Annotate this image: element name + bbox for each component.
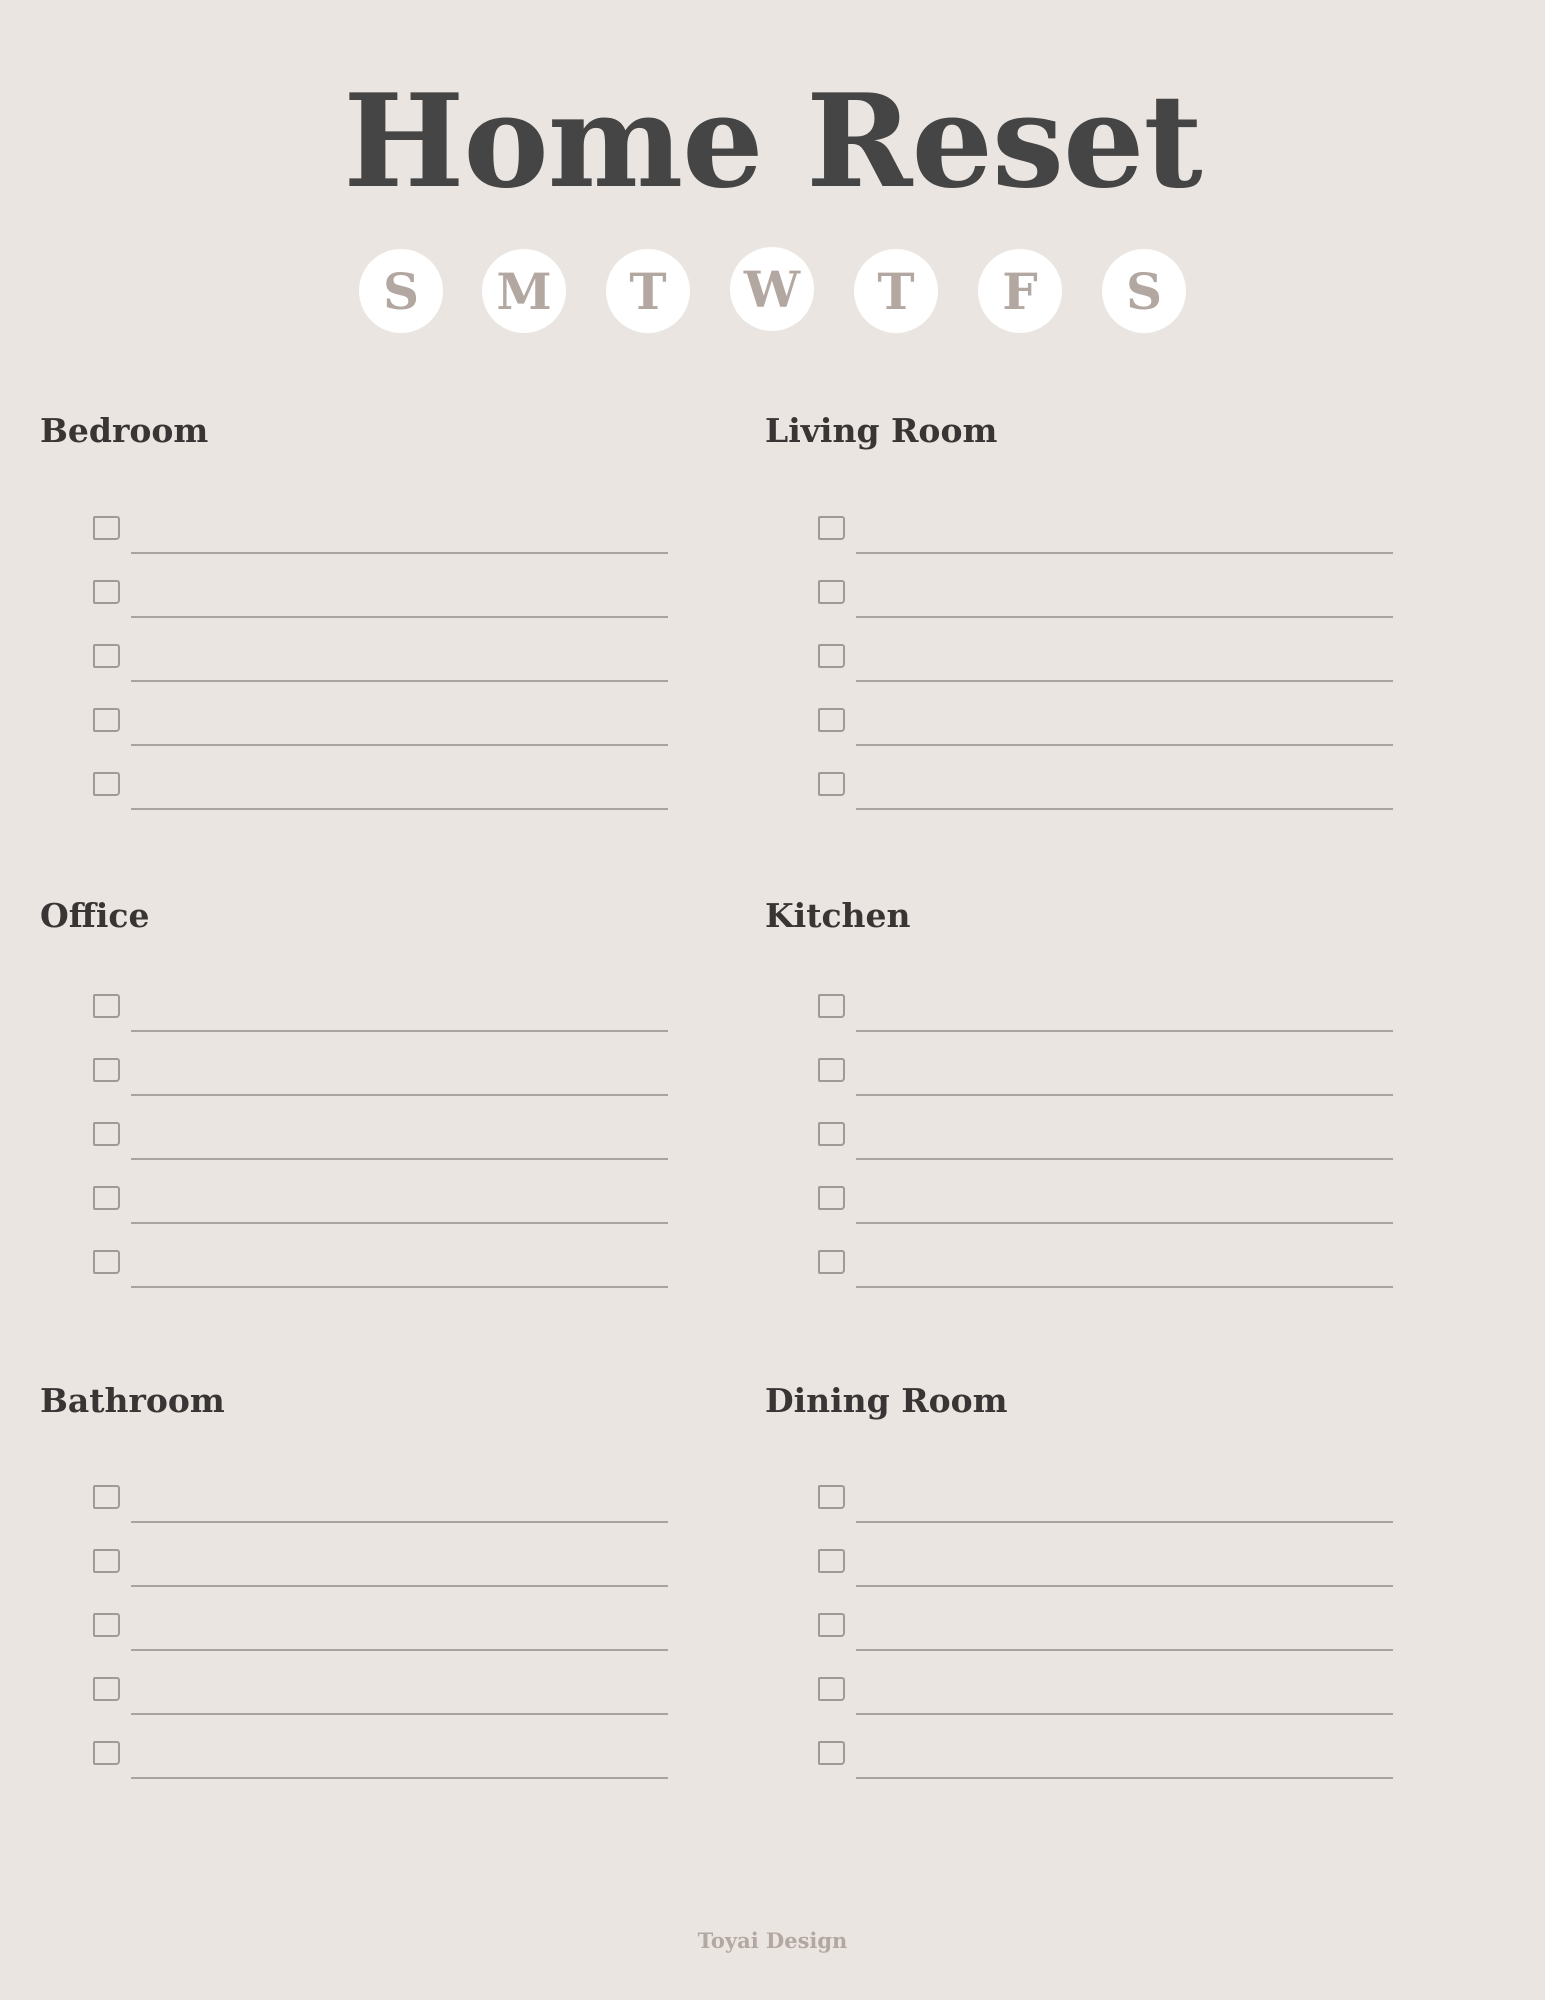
day-circle-wednesday[interactable]: W bbox=[730, 247, 814, 331]
task-row bbox=[815, 510, 1435, 560]
weekday-tracker bbox=[359, 249, 1185, 335]
writing-line[interactable] bbox=[131, 1222, 668, 1224]
writing-line[interactable] bbox=[131, 1649, 668, 1651]
checkbox-icon[interactable] bbox=[818, 1549, 845, 1573]
day-circle-sunday[interactable]: S bbox=[359, 249, 443, 333]
task-row bbox=[815, 1543, 1435, 1593]
section-title: Dining Room bbox=[765, 1381, 1008, 1420]
checkbox-icon[interactable] bbox=[818, 1485, 845, 1509]
checkbox-icon[interactable] bbox=[93, 1549, 120, 1573]
checkbox-icon[interactable] bbox=[818, 1250, 845, 1274]
task-row bbox=[815, 1479, 1435, 1529]
checkbox-icon[interactable] bbox=[818, 516, 845, 540]
task-row bbox=[815, 1607, 1435, 1657]
writing-line[interactable] bbox=[856, 1030, 1393, 1032]
task-row bbox=[90, 638, 710, 688]
checkbox-icon[interactable] bbox=[818, 1122, 845, 1146]
checkbox-icon[interactable] bbox=[818, 644, 845, 668]
task-row bbox=[90, 510, 710, 560]
task-row bbox=[90, 988, 710, 1038]
checkbox-icon[interactable] bbox=[93, 1250, 120, 1274]
task-row bbox=[90, 1052, 710, 1102]
writing-line[interactable] bbox=[131, 1777, 668, 1779]
writing-line[interactable] bbox=[856, 1094, 1393, 1096]
checkbox-icon[interactable] bbox=[93, 1186, 120, 1210]
writing-line[interactable] bbox=[856, 1521, 1393, 1523]
section-title: Kitchen bbox=[765, 896, 911, 935]
checkbox-icon[interactable] bbox=[818, 772, 845, 796]
checkbox-icon[interactable] bbox=[93, 772, 120, 796]
task-row bbox=[815, 1244, 1435, 1294]
writing-line[interactable] bbox=[856, 808, 1393, 810]
checkbox-icon[interactable] bbox=[93, 1058, 120, 1082]
task-row bbox=[815, 1735, 1435, 1785]
checkbox-icon[interactable] bbox=[93, 644, 120, 668]
checkbox-icon[interactable] bbox=[818, 994, 845, 1018]
writing-line[interactable] bbox=[131, 1713, 668, 1715]
day-circle-friday[interactable]: F bbox=[978, 249, 1062, 333]
writing-line[interactable] bbox=[131, 616, 668, 618]
writing-line[interactable] bbox=[131, 1521, 668, 1523]
section-title: Living Room bbox=[765, 411, 998, 450]
task-row bbox=[815, 1116, 1435, 1166]
checkbox-icon[interactable] bbox=[93, 994, 120, 1018]
task-row bbox=[90, 766, 710, 816]
checkbox-icon[interactable] bbox=[818, 1613, 845, 1637]
task-row bbox=[815, 766, 1435, 816]
task-row bbox=[815, 1052, 1435, 1102]
task-row bbox=[815, 1180, 1435, 1230]
checkbox-icon[interactable] bbox=[93, 1485, 120, 1509]
section-title: Office bbox=[40, 896, 150, 935]
task-row bbox=[815, 988, 1435, 1038]
section-title: Bathroom bbox=[40, 1381, 225, 1420]
checkbox-icon[interactable] bbox=[818, 1741, 845, 1765]
writing-line[interactable] bbox=[856, 1585, 1393, 1587]
checkbox-icon[interactable] bbox=[93, 1122, 120, 1146]
task-row bbox=[90, 1180, 710, 1230]
writing-line[interactable] bbox=[856, 680, 1393, 682]
writing-line[interactable] bbox=[131, 1286, 668, 1288]
writing-line[interactable] bbox=[856, 616, 1393, 618]
section-title: Bedroom bbox=[40, 411, 209, 450]
page-title: Home Reset bbox=[343, 67, 1202, 217]
writing-line[interactable] bbox=[856, 1286, 1393, 1288]
writing-line[interactable] bbox=[131, 808, 668, 810]
writing-line[interactable] bbox=[131, 1094, 668, 1096]
task-row bbox=[815, 638, 1435, 688]
writing-line[interactable] bbox=[856, 1777, 1393, 1779]
checkbox-icon[interactable] bbox=[818, 1186, 845, 1210]
task-row bbox=[815, 702, 1435, 752]
checkbox-icon[interactable] bbox=[818, 580, 845, 604]
writing-line[interactable] bbox=[131, 552, 668, 554]
day-circle-tuesday[interactable]: T bbox=[606, 249, 690, 333]
checkbox-icon[interactable] bbox=[93, 1613, 120, 1637]
task-row bbox=[90, 574, 710, 624]
day-circle-monday[interactable]: M bbox=[482, 249, 566, 333]
day-circle-thursday[interactable]: T bbox=[854, 249, 938, 333]
writing-line[interactable] bbox=[856, 744, 1393, 746]
writing-line[interactable] bbox=[131, 1585, 668, 1587]
checkbox-icon[interactable] bbox=[93, 1741, 120, 1765]
checkbox-icon[interactable] bbox=[818, 1058, 845, 1082]
checkbox-icon[interactable] bbox=[93, 516, 120, 540]
task-row bbox=[90, 1543, 710, 1593]
writing-line[interactable] bbox=[856, 1158, 1393, 1160]
writing-line[interactable] bbox=[131, 680, 668, 682]
checkbox-icon[interactable] bbox=[93, 1677, 120, 1701]
task-row bbox=[90, 1607, 710, 1657]
writing-line[interactable] bbox=[856, 1713, 1393, 1715]
checkbox-icon[interactable] bbox=[818, 1677, 845, 1701]
task-row bbox=[815, 1671, 1435, 1721]
writing-line[interactable] bbox=[856, 1649, 1393, 1651]
task-row bbox=[90, 702, 710, 752]
task-row bbox=[90, 1479, 710, 1529]
task-row bbox=[90, 1244, 710, 1294]
checkbox-icon[interactable] bbox=[818, 708, 845, 732]
checkbox-icon[interactable] bbox=[93, 708, 120, 732]
task-row bbox=[90, 1116, 710, 1166]
day-circle-saturday[interactable]: S bbox=[1102, 249, 1186, 333]
writing-line[interactable] bbox=[131, 1158, 668, 1160]
brand-footer: Toyai Design bbox=[697, 1928, 848, 1953]
writing-line[interactable] bbox=[131, 744, 668, 746]
writing-line[interactable] bbox=[856, 552, 1393, 554]
task-row bbox=[815, 574, 1435, 624]
task-row bbox=[90, 1735, 710, 1785]
checkbox-icon[interactable] bbox=[93, 580, 120, 604]
writing-line[interactable] bbox=[131, 1030, 668, 1032]
writing-line[interactable] bbox=[856, 1222, 1393, 1224]
task-row bbox=[90, 1671, 710, 1721]
